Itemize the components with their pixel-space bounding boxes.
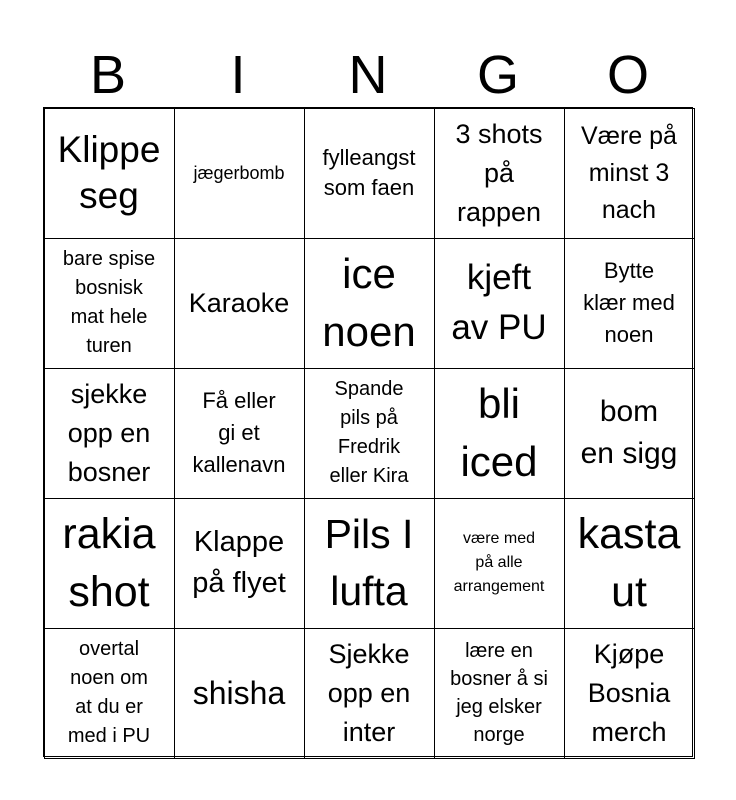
bingo-cell[interactable]: Pils I lufta bbox=[304, 498, 435, 629]
bingo-cell[interactable]: Sjekke opp en inter bbox=[304, 628, 435, 759]
header-letter: N bbox=[348, 45, 388, 105]
bingo-cell[interactable]: jægerbomb bbox=[174, 108, 305, 239]
bingo-cell[interactable]: bli iced bbox=[434, 368, 565, 499]
bingo-cell[interactable]: ice noen bbox=[304, 238, 435, 369]
bingo-cell[interactable]: bom en sigg bbox=[564, 368, 695, 499]
header-letter: I bbox=[230, 45, 246, 105]
bingo-cell[interactable]: Spande pils på Fredrik eller Kira bbox=[304, 368, 435, 499]
bingo-cell[interactable]: 3 shots på rappen bbox=[434, 108, 565, 239]
bingo-cell[interactable]: være med på alle arrangement bbox=[434, 498, 565, 629]
bingo-cell[interactable]: Kjøpe Bosnia merch bbox=[564, 628, 695, 759]
bingo-cell[interactable]: lære en bosner å si jeg elsker norge bbox=[434, 628, 565, 759]
bingo-cell[interactable]: overtal noen om at du er med i PU bbox=[44, 628, 175, 759]
header-letter: G bbox=[476, 45, 519, 105]
bingo-cell[interactable]: Karaoke bbox=[174, 238, 305, 369]
bingo-grid bbox=[43, 107, 693, 757]
bingo-cell[interactable]: fylleangst som faen bbox=[304, 108, 435, 239]
bingo-cell[interactable]: Bytte klær med noen bbox=[564, 238, 695, 369]
bingo-header bbox=[43, 44, 693, 106]
bingo-cell[interactable]: sjekke opp en bosner bbox=[44, 368, 175, 499]
bingo-cell[interactable]: Klippe seg bbox=[44, 108, 175, 239]
bingo-cell[interactable]: rakia shot bbox=[44, 498, 175, 629]
bingo-cell[interactable]: Få eller gi et kallenavn bbox=[174, 368, 305, 499]
bingo-cell[interactable]: bare spise bosnisk mat hele turen bbox=[44, 238, 175, 369]
bingo-cell[interactable]: Klappe på flyet bbox=[174, 498, 305, 629]
header-letter: B bbox=[89, 45, 127, 105]
bingo-cell[interactable]: Være på minst 3 nach bbox=[564, 108, 695, 239]
bingo-cell[interactable]: kjeft av PU bbox=[434, 238, 565, 369]
header-letter: O bbox=[606, 45, 649, 105]
bingo-cell[interactable]: kasta ut bbox=[564, 498, 695, 629]
bingo-cell[interactable]: shisha bbox=[174, 628, 305, 759]
